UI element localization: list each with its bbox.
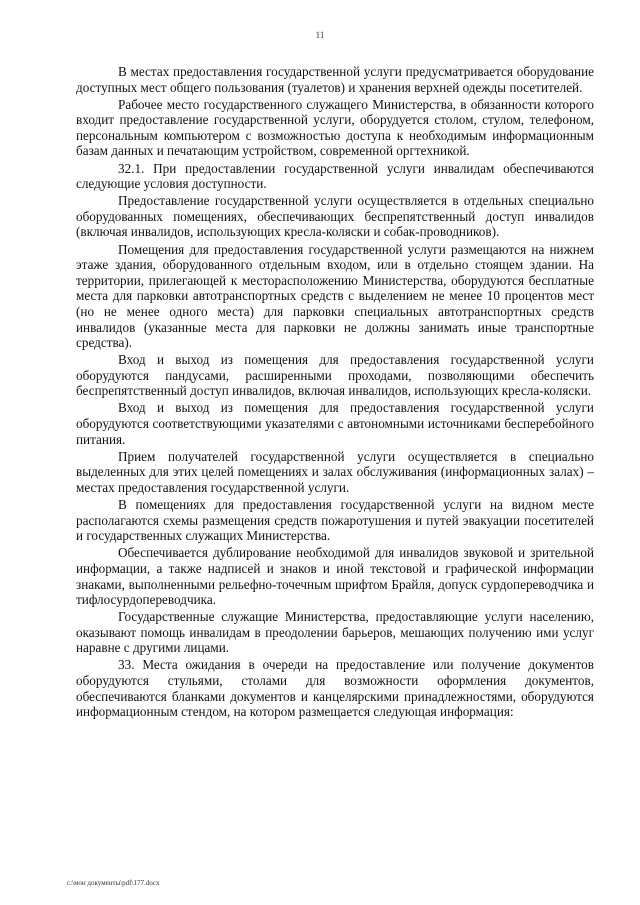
paragraph: 33. Места ожидания в очереди на предоставление или получение документов оборудуются стульями, столами для возможности оформления документов, обеспечиваются бланками документов и канцелярскими принадлежностями, оборудуются информационным стендом, на котором размещается следующая информация: [76, 657, 594, 720]
paragraph: Обеспечивается дублирование необходимой для инвалидов звуковой и зрительной информации, а также надписей и знаков и иной текстовой и графической информации знаками, выполненными рельефно-точечным шрифтом Брайля, допуск сурдопереводчика и тифлосурдопереводчика. [76, 545, 594, 608]
paragraph: 32.1. При предоставлении государственной услуги инвалидам обеспечиваются следующие условия доступности. [76, 160, 594, 192]
paragraph: Вход и выход из помещения для предоставления государственной услуги оборудуются соответствующими указателями с автономными источниками бесперебойного питания. [76, 400, 594, 447]
paragraph: Прием получателей государственной услуги осуществляется в специально выделенных для этих целей помещениях и залах обслуживания (информационных залах) – местах предоставления государственной услуги. [76, 448, 594, 495]
paragraph: Вход и выход из помещения для предоставления государственной услуги оборудуются пандусами, расширенными проходами, позволяющими обеспечить беспрепятственный доступ инвалидов, включая инвалидов, использующих кресла-коляски. [76, 352, 594, 399]
page-number: 11 [315, 30, 325, 40]
footer-file-path: c:\мои документы\pdf\177.docx [67, 879, 160, 887]
paragraph: Предоставление государственной услуги осуществляется в отдельных специально оборудованных помещениях, обеспечивающих беспрепятственный доступ инвалидов (включая инвалидов, использующих кресла-коляски и собак-проводников). [76, 193, 594, 240]
paragraph: Помещения для предоставления государственной услуги размещаются на нижнем этаже здания, оборудованного отдельным входом, или в отдельно стоящем здании. На территории, прилегающей к месторасположению Министерства, оборудуются бесплатные места для парковки автотранспортных средств с выделением не менее 10 процентов мест (но не менее одного места) для парковки специальных автотранспортных средств инвалидов (указанные места для парковки не должны занимать иные транспортные средства). [76, 241, 594, 351]
document-body [76, 64, 594, 721]
paragraph: В помещениях для предоставления государственной услуги на видном месте располагаются схемы размещения средств пожаротушения и путей эвакуации посетителей и государственных служащих Министерства. [76, 497, 594, 544]
paragraph: В местах предоставления государственной услуги предусматривается оборудование доступных мест общего пользования (туалетов) и хранения верхней одежды посетителей. [76, 64, 594, 95]
paragraph: Государственные служащие Министерства, предоставляющие услуги населению, оказывают помощь инвалидам в преодолении барьеров, мешающих получению ими услуг наравне с другими лицами. [76, 609, 594, 656]
paragraph: Рабочее место государственного служащего Министерства, в обязанности которого входит предоставление государственной услуги, оборудуется столом, стулом, телефоном, персональным компьютером с возможностью доступа к необходимым информационным базам данных и печатающим устройством, современной оргтехникой. [76, 96, 594, 159]
